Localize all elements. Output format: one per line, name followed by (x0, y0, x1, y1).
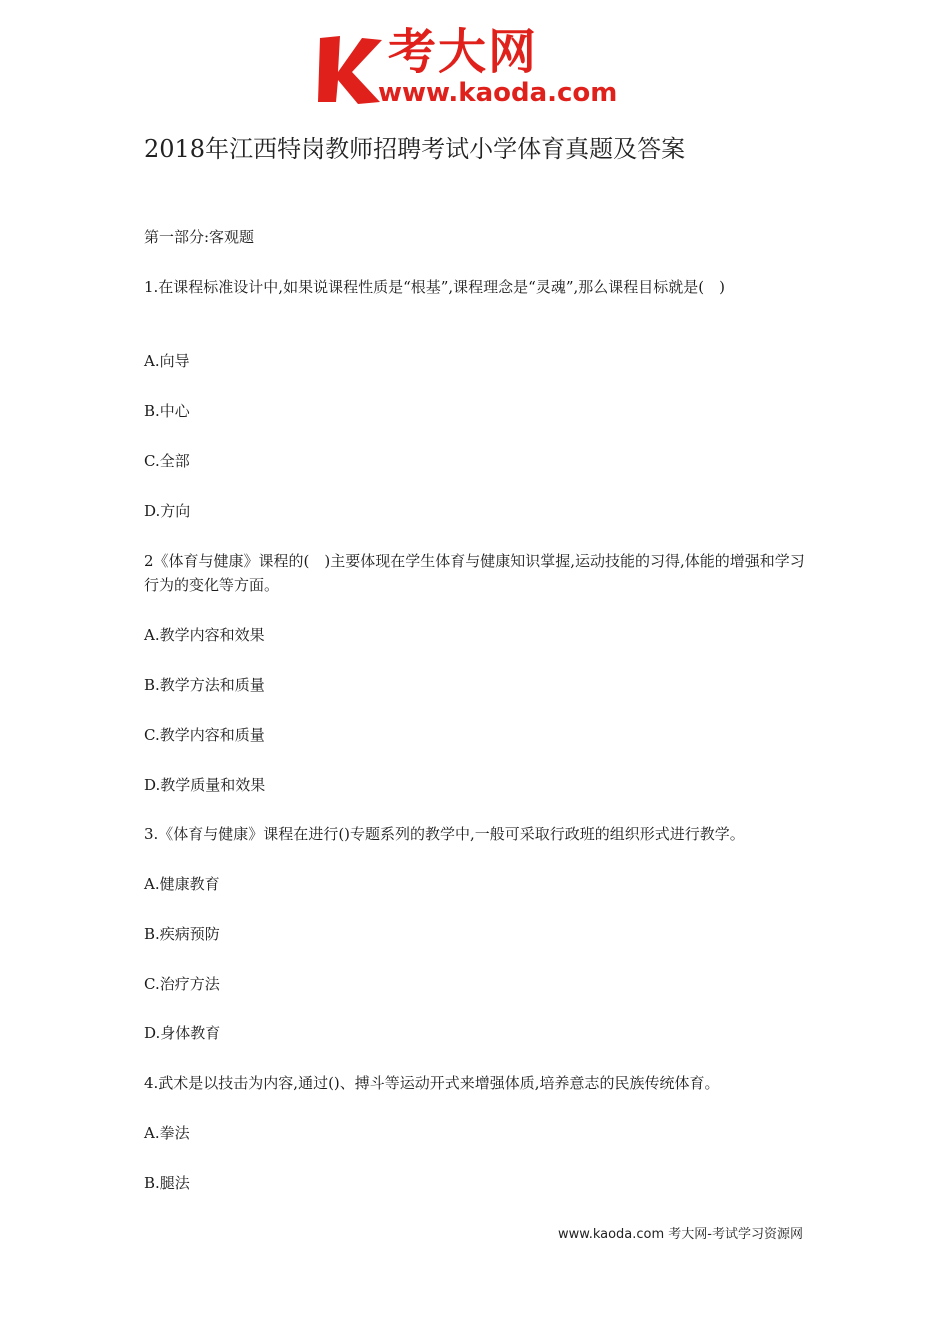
answer-option: A.教学内容和效果 (144, 626, 265, 644)
answer-option: B.腿法 (144, 1174, 190, 1192)
answer-option: C.教学内容和质量 (144, 726, 265, 744)
k-logo-icon (318, 32, 386, 106)
answer-option: D.教学质量和效果 (144, 776, 266, 794)
answer-option: B.中心 (144, 402, 190, 420)
logo-chinese-text: 考大网 (388, 24, 539, 80)
question-stem: 2《体育与健康》课程的( )主要体现在学生体育与健康知识掌握,运动技能的习得,体能的增强和学习行为的变化等方面。 (144, 552, 805, 594)
question-stem: 1.在课程标准设计中,如果说课程性质是“根基”,课程理念是“灵魂”,那么课程目标就是( ) (144, 278, 725, 296)
answer-option: B.教学方法和质量 (144, 676, 265, 694)
answer-option: D.身体教育 (144, 1024, 221, 1042)
page-footer: www.kaoda.com 考大网-考试学习资源网 (558, 1227, 803, 1242)
logo-url-text: www.kaoda.com (378, 78, 618, 108)
site-logo (318, 26, 638, 110)
answer-option: D.方向 (144, 502, 191, 520)
section-heading: 第一部分:客观题 (144, 228, 255, 246)
answer-option: C.全部 (144, 452, 190, 470)
answer-option: A.向导 (144, 352, 190, 370)
answer-option: A.拳法 (144, 1124, 190, 1142)
question-stem: 3.《体育与健康》课程在进行()专题系列的教学中,一般可采取行政班的组织形式进行教学。 (144, 825, 745, 843)
answer-option: B.疾病预防 (144, 925, 220, 943)
answer-option: C.治疗方法 (144, 975, 220, 993)
answer-option: A.健康教育 (144, 875, 220, 893)
question-stem: 4.武术是以技击为内容,通过()、搏斗等运动开式来增强体质,培养意志的民族传统体育。 (144, 1074, 720, 1092)
page-title: 2018年江西特岗教师招聘考试小学体育真题及答案 (144, 135, 686, 163)
